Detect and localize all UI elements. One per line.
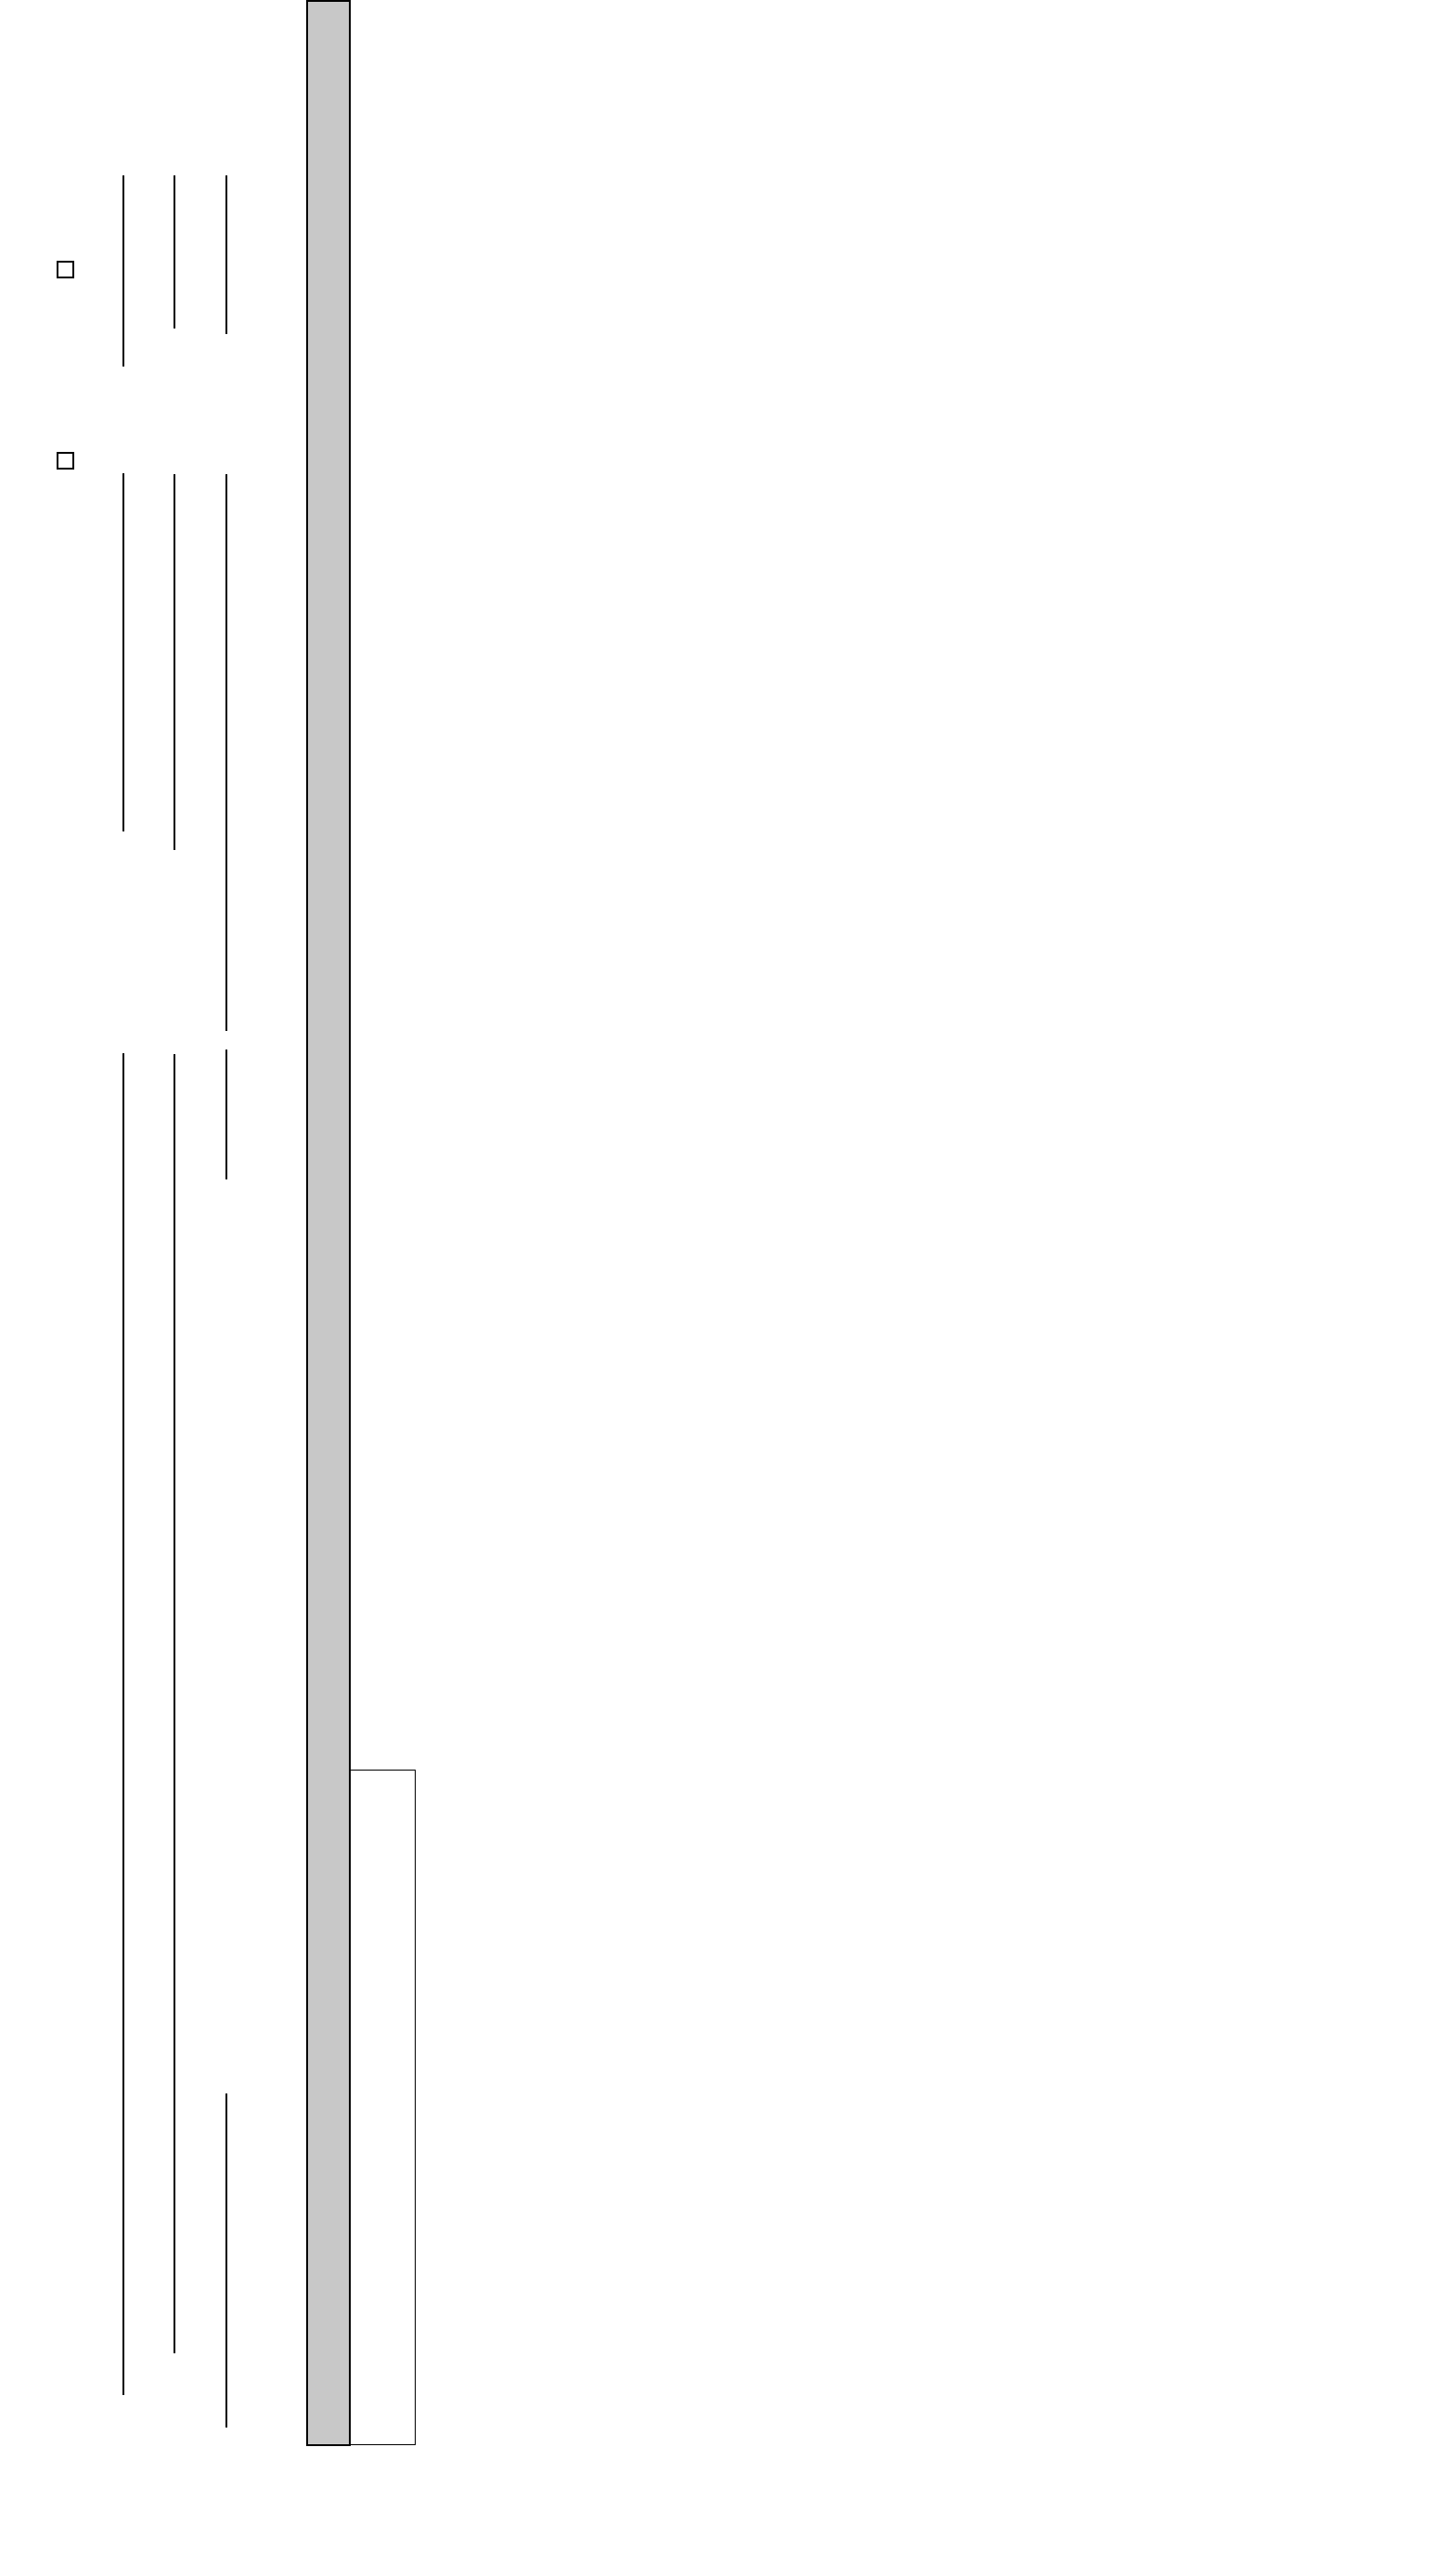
publico-option[interactable] <box>51 444 80 470</box>
pais-line[interactable] <box>225 2093 227 2428</box>
localidad-line[interactable] <box>174 175 175 328</box>
codigo-postal-line[interactable] <box>174 474 175 850</box>
privado-checkbox[interactable] <box>57 261 74 278</box>
alumnos-header <box>350 1770 415 2445</box>
resumen-band <box>307 1 350 2445</box>
codigo-centro-line[interactable] <box>122 473 124 831</box>
correo-line[interactable] <box>225 1050 227 1179</box>
grupo-line[interactable] <box>122 175 124 367</box>
privado-option[interactable] <box>51 253 80 278</box>
publico-checkbox[interactable] <box>57 452 74 470</box>
direccion-line[interactable] <box>174 1054 175 2353</box>
telefono-line[interactable] <box>225 175 227 334</box>
resumen-table <box>306 0 416 2446</box>
centro-line[interactable] <box>122 1053 124 2395</box>
correo-line-2[interactable] <box>225 474 227 1031</box>
